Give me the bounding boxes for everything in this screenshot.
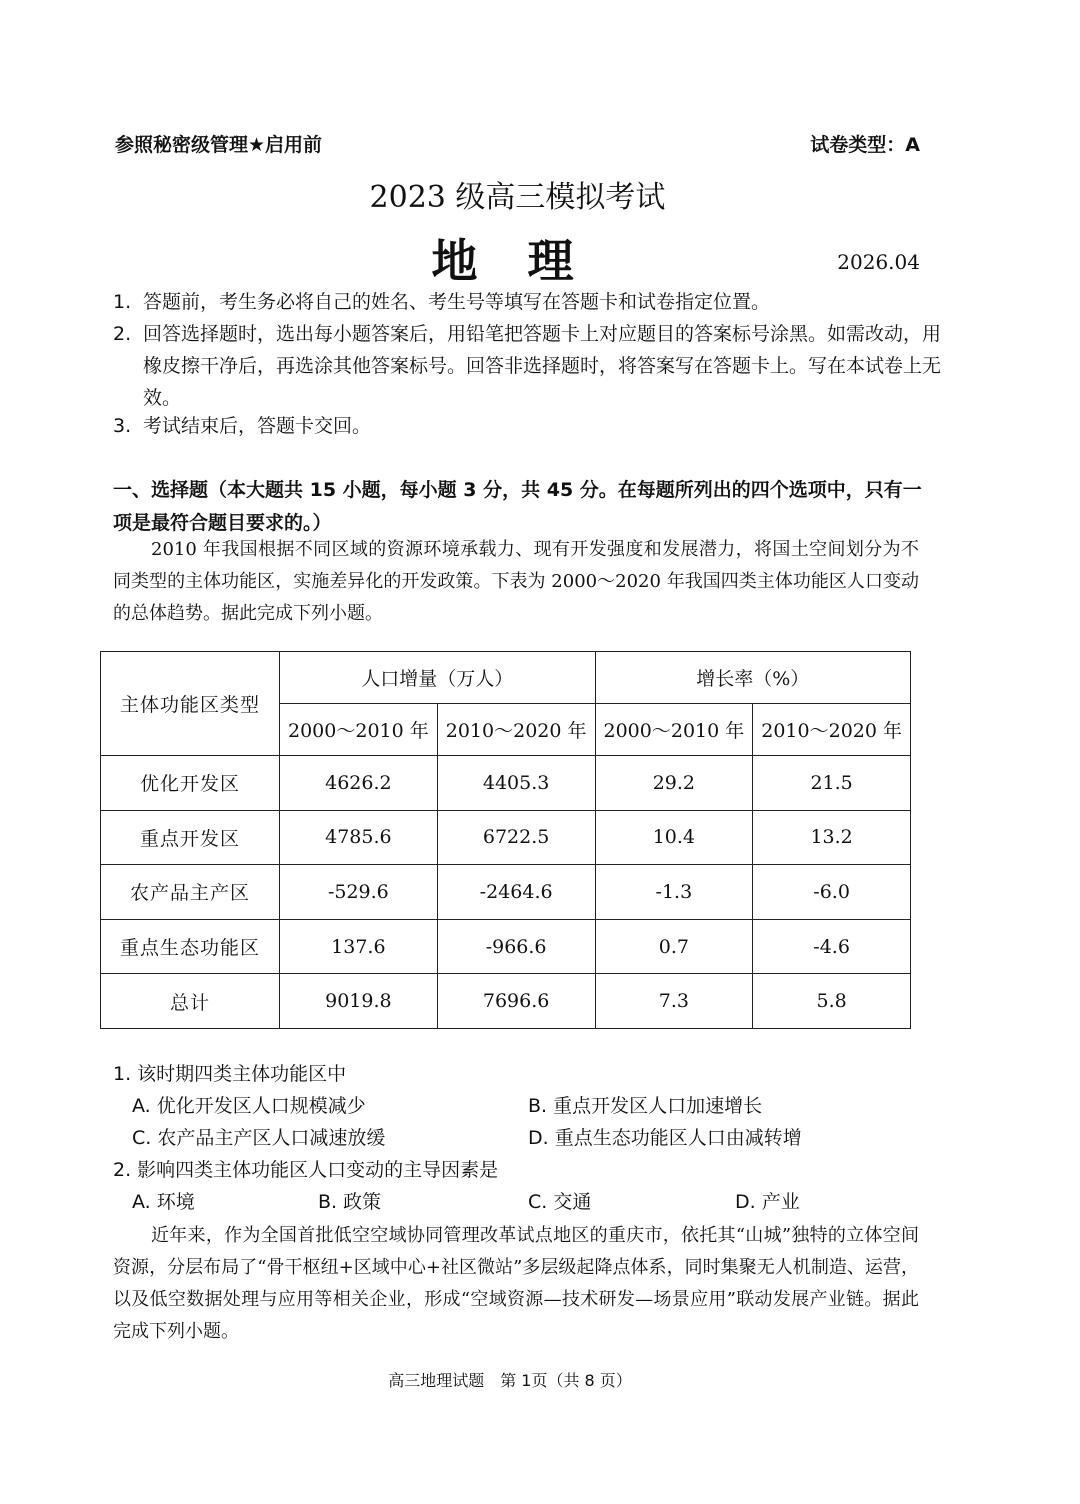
question-2-option-d: D. 产业 [735, 1191, 800, 1213]
row-label: 农产品主产区 [101, 865, 280, 920]
instruction-number: 3. [113, 415, 132, 437]
table-cell: 137.6 [280, 919, 438, 974]
table-period-header: 2010～2020 年 [753, 704, 911, 756]
instruction-3 [113, 410, 923, 442]
material-passage-2: 近年来，作为全国首批低空空域协同管理改革试点地区的重庆市，依托其“山城”独特的立体空间资源，分层布局了“骨干枢纽+区域中心+社区微站”多层级起降点体系，同时集聚无人机制造、运营，以及低空数据处理与应用等相关企业，形成“空域资源—技术研发—场景应用”联动发展产业链。据此完成下列小题。 [113, 1225, 919, 1342]
exam-date: 2026.04 [837, 250, 920, 274]
secrecy-label: 参照秘密级管理★启用前 [115, 134, 323, 156]
table-cell: 29.2 [595, 756, 753, 811]
instruction-number: 1. [113, 291, 132, 313]
material-passage-1: 2010 年我国根据不同区域的资源环境承载力、现有开发强度和发展潜力，将国土空间划分为不同类型的主体功能区，实施差异化的开发政策。下表为 2000～2020 年我国四类主体功能区人口变动的总体趋势。据此完成下列小题。 [113, 539, 919, 624]
instruction-number: 2. [113, 323, 132, 345]
table-cell: 21.5 [753, 756, 911, 811]
table-group-header: 增长率（%） [595, 652, 911, 704]
question-1-option-c: C. 农产品主产区人口减速放缓 [132, 1127, 386, 1149]
question-2-option-a: A. 环境 [132, 1191, 195, 1213]
table-cell: -2464.6 [437, 865, 595, 920]
population-table [100, 651, 911, 1029]
row-label: 总计 [101, 974, 280, 1029]
question-1-option-a: A. 优化开发区人口规模减少 [132, 1095, 366, 1117]
subject-title: 地理 [431, 234, 624, 288]
table-cell: 4405.3 [437, 756, 595, 811]
row-label: 重点生态功能区 [101, 919, 280, 974]
table-cell: -529.6 [280, 865, 438, 920]
table-corner-header: 主体功能区类型 [101, 652, 280, 756]
table-cell: -6.0 [753, 865, 911, 920]
table-cell: -4.6 [753, 919, 911, 974]
table-row [101, 919, 911, 974]
instruction-text: 回答选择题时，选出每小题答案后，用铅笔把答题卡上对应题目的答案标号涂黑。如需改动，用橡皮擦干净后，再选涂其他答案标号。回答非选择题时，将答案写在答题卡上。写在本试卷上无效。 [143, 323, 942, 409]
row-label: 重点开发区 [101, 810, 280, 865]
table-row [101, 756, 911, 811]
paper-type-label: 试卷类型：A [810, 134, 920, 156]
table-cell: 7696.6 [437, 974, 595, 1029]
question-1-option-d: D. 重点生态功能区人口由减转增 [528, 1127, 802, 1149]
table-group-header: 人口增量（万人） [280, 652, 596, 704]
table-row [101, 865, 911, 920]
question-2-option-c: C. 交通 [528, 1191, 592, 1213]
table-period-header: 2010～2020 年 [437, 704, 595, 756]
question-1-option-b: B. 重点开发区人口加速增长 [528, 1095, 763, 1117]
table-row [101, 810, 911, 865]
table-period-header: 2000～2010 年 [595, 704, 753, 756]
table-cell: 9019.8 [280, 974, 438, 1029]
table-cell: 0.7 [595, 919, 753, 974]
table-cell: 6722.5 [437, 810, 595, 865]
exam-title: 2023 级高三模拟考试 [369, 180, 666, 215]
row-label: 优化开发区 [101, 756, 280, 811]
table-cell: 13.2 [753, 810, 911, 865]
question-1-stem: 1. 该时期四类主体功能区中 [113, 1063, 347, 1085]
question-2-option-b: B. 政策 [318, 1191, 382, 1213]
table-period-header: 2000～2010 年 [280, 704, 438, 756]
question-2-stem: 2. 影响四类主体功能区人口变动的主导因素是 [113, 1159, 499, 1181]
table-cell: 5.8 [753, 974, 911, 1029]
table-cell: -1.3 [595, 865, 753, 920]
table-cell: 4626.2 [280, 756, 438, 811]
instruction-1 [113, 286, 923, 318]
page-footer: 高三地理试题 第 1页（共 8 页） [388, 1371, 632, 1390]
table-cell: 7.3 [595, 974, 753, 1029]
table-cell: 4785.6 [280, 810, 438, 865]
section-heading: 一、选择题（本大题共 15 小题，每小题 3 分，共 45 分。在每题所列出的四个选项中，只有一项是最符合题目要求的。） [113, 479, 922, 534]
instruction-text: 考试结束后，答题卡交回。 [143, 415, 372, 437]
table-cell: 10.4 [595, 810, 753, 865]
instruction-2 [113, 318, 951, 414]
table-cell: -966.6 [437, 919, 595, 974]
instruction-text: 答题前，考生务必将自己的姓名、考生号等填写在答题卡和试卷指定位置。 [143, 291, 771, 313]
table-row [101, 974, 911, 1029]
